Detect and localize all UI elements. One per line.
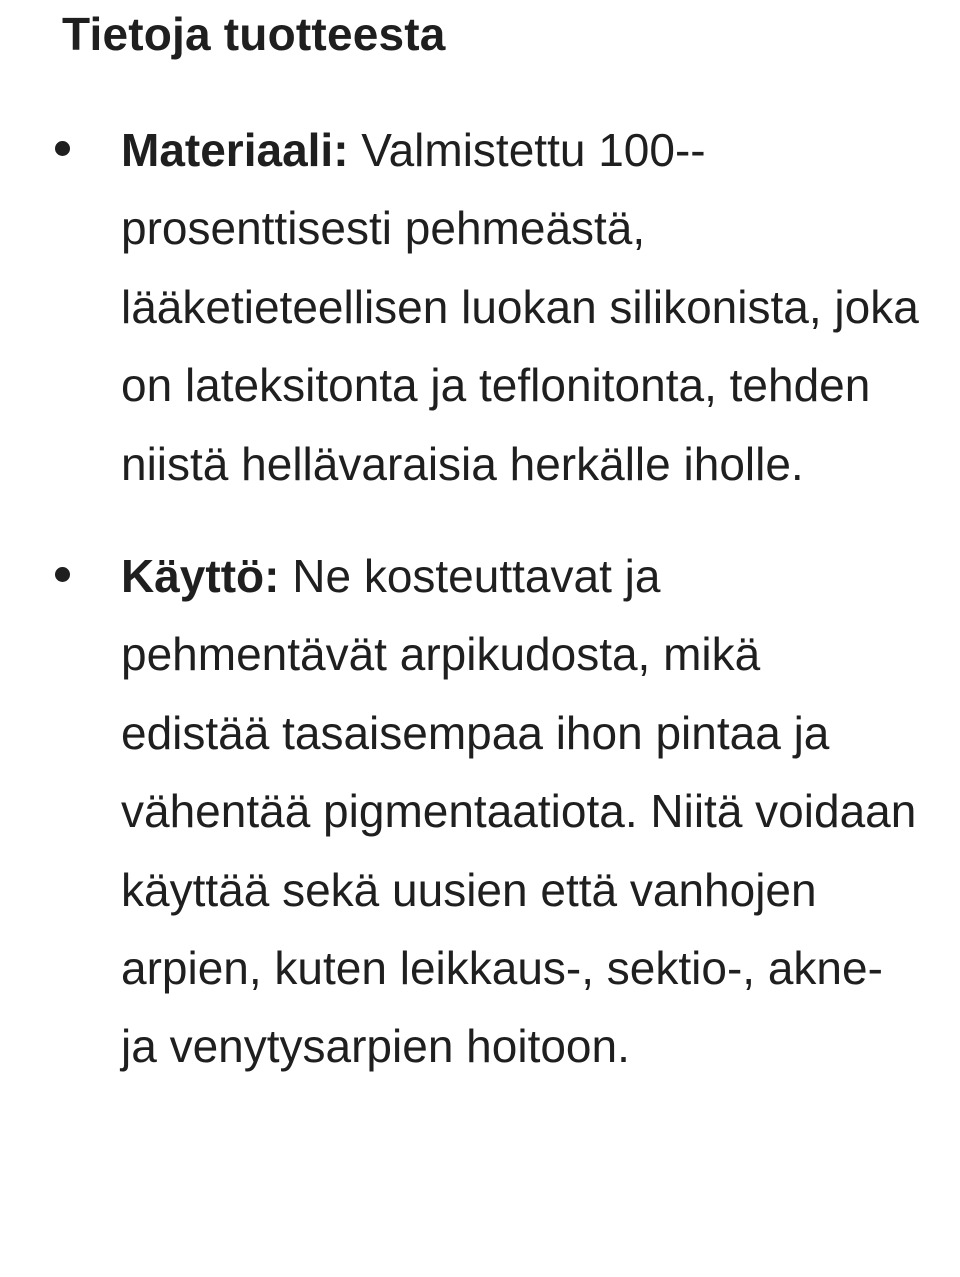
item-text: Valmistettu 100-prosenttisesti pehmeästä, lääketieteellisen luokan silikonista, joka on lateksitonta ja teflonitonta, tehden niistä hellävaraisia herkälle iholle. bbox=[121, 124, 919, 490]
product-info-list bbox=[0, 111, 960, 1086]
list-item-usage bbox=[0, 537, 960, 1086]
bullet-icon bbox=[55, 567, 70, 582]
list-item-material bbox=[0, 111, 960, 503]
section-heading: Tietoja tuotteesta bbox=[62, 8, 446, 60]
item-label: Käyttö: bbox=[121, 550, 280, 603]
item-text: Ne kosteuttavat ja pehmentävät arpikudosta, mikä edistää tasaisempaa ihon pintaa ja vähentää pigmentaatiota. Niitä voidaan käyttää sekä uusien että vanhojen arpien, kuten leikkaus-, sektio-, akne- ja venytysarpien hoitoon. bbox=[121, 550, 917, 1073]
bullet-icon bbox=[55, 141, 70, 156]
item-label: Materiaali: bbox=[121, 124, 349, 176]
